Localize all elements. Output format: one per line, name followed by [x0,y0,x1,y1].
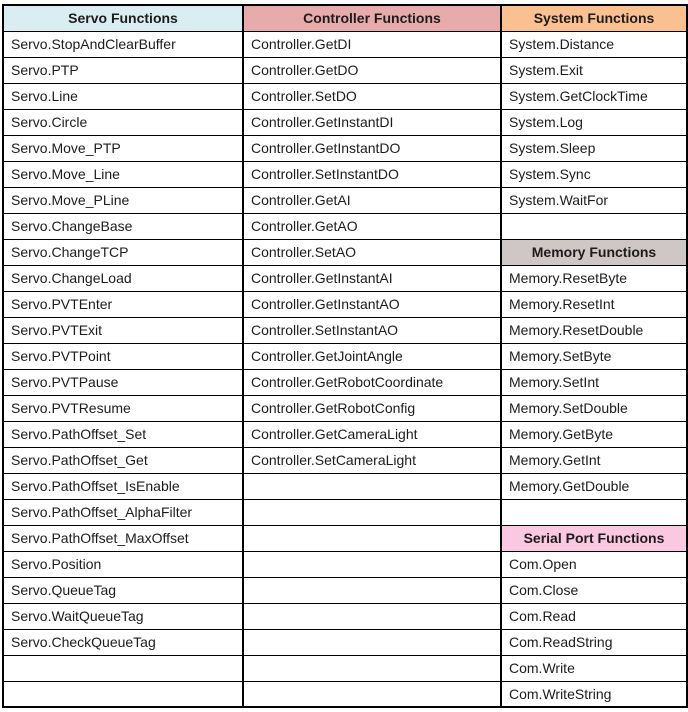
function-cell: Servo.Circle [3,109,243,135]
function-cell: Controller.GetInstantDO [243,135,501,161]
function-cell: Controller.SetInstantAO [243,317,501,343]
function-cell: Memory.ResetDouble [501,317,687,343]
function-cell: Controller.SetAO [243,239,501,265]
empty-cell [243,655,501,681]
function-cell: Servo.Position [3,551,243,577]
empty-cell [243,603,501,629]
empty-cell [501,213,687,239]
table-row [3,161,687,187]
empty-cell [243,525,501,551]
function-cell: Servo.CheckQueueTag [3,629,243,655]
table-row [3,603,687,629]
table-row [3,57,687,83]
function-cell: Controller.GetAO [243,213,501,239]
function-cell: Servo.StopAndClearBuffer [3,31,243,57]
empty-cell [243,681,501,707]
functions-table [2,4,688,708]
table-row [3,83,687,109]
function-cell: Com.Write [501,655,687,681]
function-cell: Servo.ChangeLoad [3,265,243,291]
function-cell: Memory.SetInt [501,369,687,395]
section-header-cell: Memory Functions [501,239,687,265]
table-row [3,629,687,655]
function-cell: Com.Read [501,603,687,629]
function-cell: Servo.ChangeBase [3,213,243,239]
function-cell: System.Sleep [501,135,687,161]
function-cell: System.Sync [501,161,687,187]
function-cell: Com.Open [501,551,687,577]
function-cell: System.GetClockTime [501,83,687,109]
empty-cell [501,499,687,525]
function-cell: Servo.PathOffset_Set [3,421,243,447]
function-cell: Servo.Move_Line [3,161,243,187]
function-cell: Controller.SetDO [243,83,501,109]
table-row [3,551,687,577]
function-cell: Servo.QueueTag [3,577,243,603]
function-cell: System.WaitFor [501,187,687,213]
section-header-cell: Serial Port Functions [501,525,687,551]
column-header-system: System Functions [501,5,687,31]
function-cell: Servo.PathOffset_IsEnable [3,473,243,499]
function-cell: Servo.PVTPoint [3,343,243,369]
table-row [3,109,687,135]
function-cell: Servo.WaitQueueTag [3,603,243,629]
function-cell: Controller.GetDI [243,31,501,57]
table-row [3,239,687,265]
function-cell: System.Distance [501,31,687,57]
function-cell: Servo.Move_PLine [3,187,243,213]
table-row [3,265,687,291]
table-row [3,525,687,551]
table-row [3,655,687,681]
function-cell: Controller.GetDO [243,57,501,83]
function-cell: Controller.GetAI [243,187,501,213]
function-cell: Servo.PVTPause [3,369,243,395]
table-row [3,421,687,447]
function-cell: Servo.ChangeTCP [3,239,243,265]
table-row [3,213,687,239]
function-cell: Servo.Line [3,83,243,109]
empty-cell [243,473,501,499]
table-row [3,369,687,395]
empty-cell [3,681,243,707]
empty-cell [243,577,501,603]
function-cell: Com.Close [501,577,687,603]
empty-cell [243,499,501,525]
function-cell: System.Exit [501,57,687,83]
table-row [3,447,687,473]
function-cell: Memory.SetDouble [501,395,687,421]
column-header-servo: Servo Functions [3,5,243,31]
function-cell: Servo.PTP [3,57,243,83]
function-cell: Memory.GetByte [501,421,687,447]
function-cell: Memory.ResetInt [501,291,687,317]
function-cell: Servo.PVTEnter [3,291,243,317]
function-cell: Servo.Move_PTP [3,135,243,161]
function-cell: Servo.PathOffset_MaxOffset [3,525,243,551]
table-row [3,473,687,499]
table-row [3,187,687,213]
function-cell: Controller.GetInstantAO [243,291,501,317]
table-row [3,577,687,603]
function-cell: Controller.GetJointAngle [243,343,501,369]
table-row [3,31,687,57]
function-cell: Com.WriteString [501,681,687,707]
function-cell: Memory.SetByte [501,343,687,369]
empty-cell [243,629,501,655]
function-cell: Servo.PVTExit [3,317,243,343]
table-row [3,343,687,369]
empty-cell [3,655,243,681]
table-row [3,291,687,317]
table-row [3,395,687,421]
table-row [3,135,687,161]
table-header-row [3,5,687,31]
column-header-controller: Controller Functions [243,5,501,31]
function-cell: Com.ReadString [501,629,687,655]
function-cell: Controller.GetInstantDI [243,109,501,135]
function-cell: Controller.GetRobotCoordinate [243,369,501,395]
function-cell: Controller.GetRobotConfig [243,395,501,421]
function-cell: Memory.GetDouble [501,473,687,499]
function-cell: Servo.PathOffset_AlphaFilter [3,499,243,525]
function-cell: Servo.PVTResume [3,395,243,421]
empty-cell [243,551,501,577]
function-cell: Memory.GetInt [501,447,687,473]
table-row [3,681,687,707]
function-cell: Memory.ResetByte [501,265,687,291]
table-row [3,317,687,343]
function-cell: Controller.GetInstantAI [243,265,501,291]
function-cell: Servo.PathOffset_Get [3,447,243,473]
function-cell: System.Log [501,109,687,135]
function-cell: Controller.SetCameraLight [243,447,501,473]
function-cell: Controller.SetInstantDO [243,161,501,187]
function-cell: Controller.GetCameraLight [243,421,501,447]
table-row [3,499,687,525]
